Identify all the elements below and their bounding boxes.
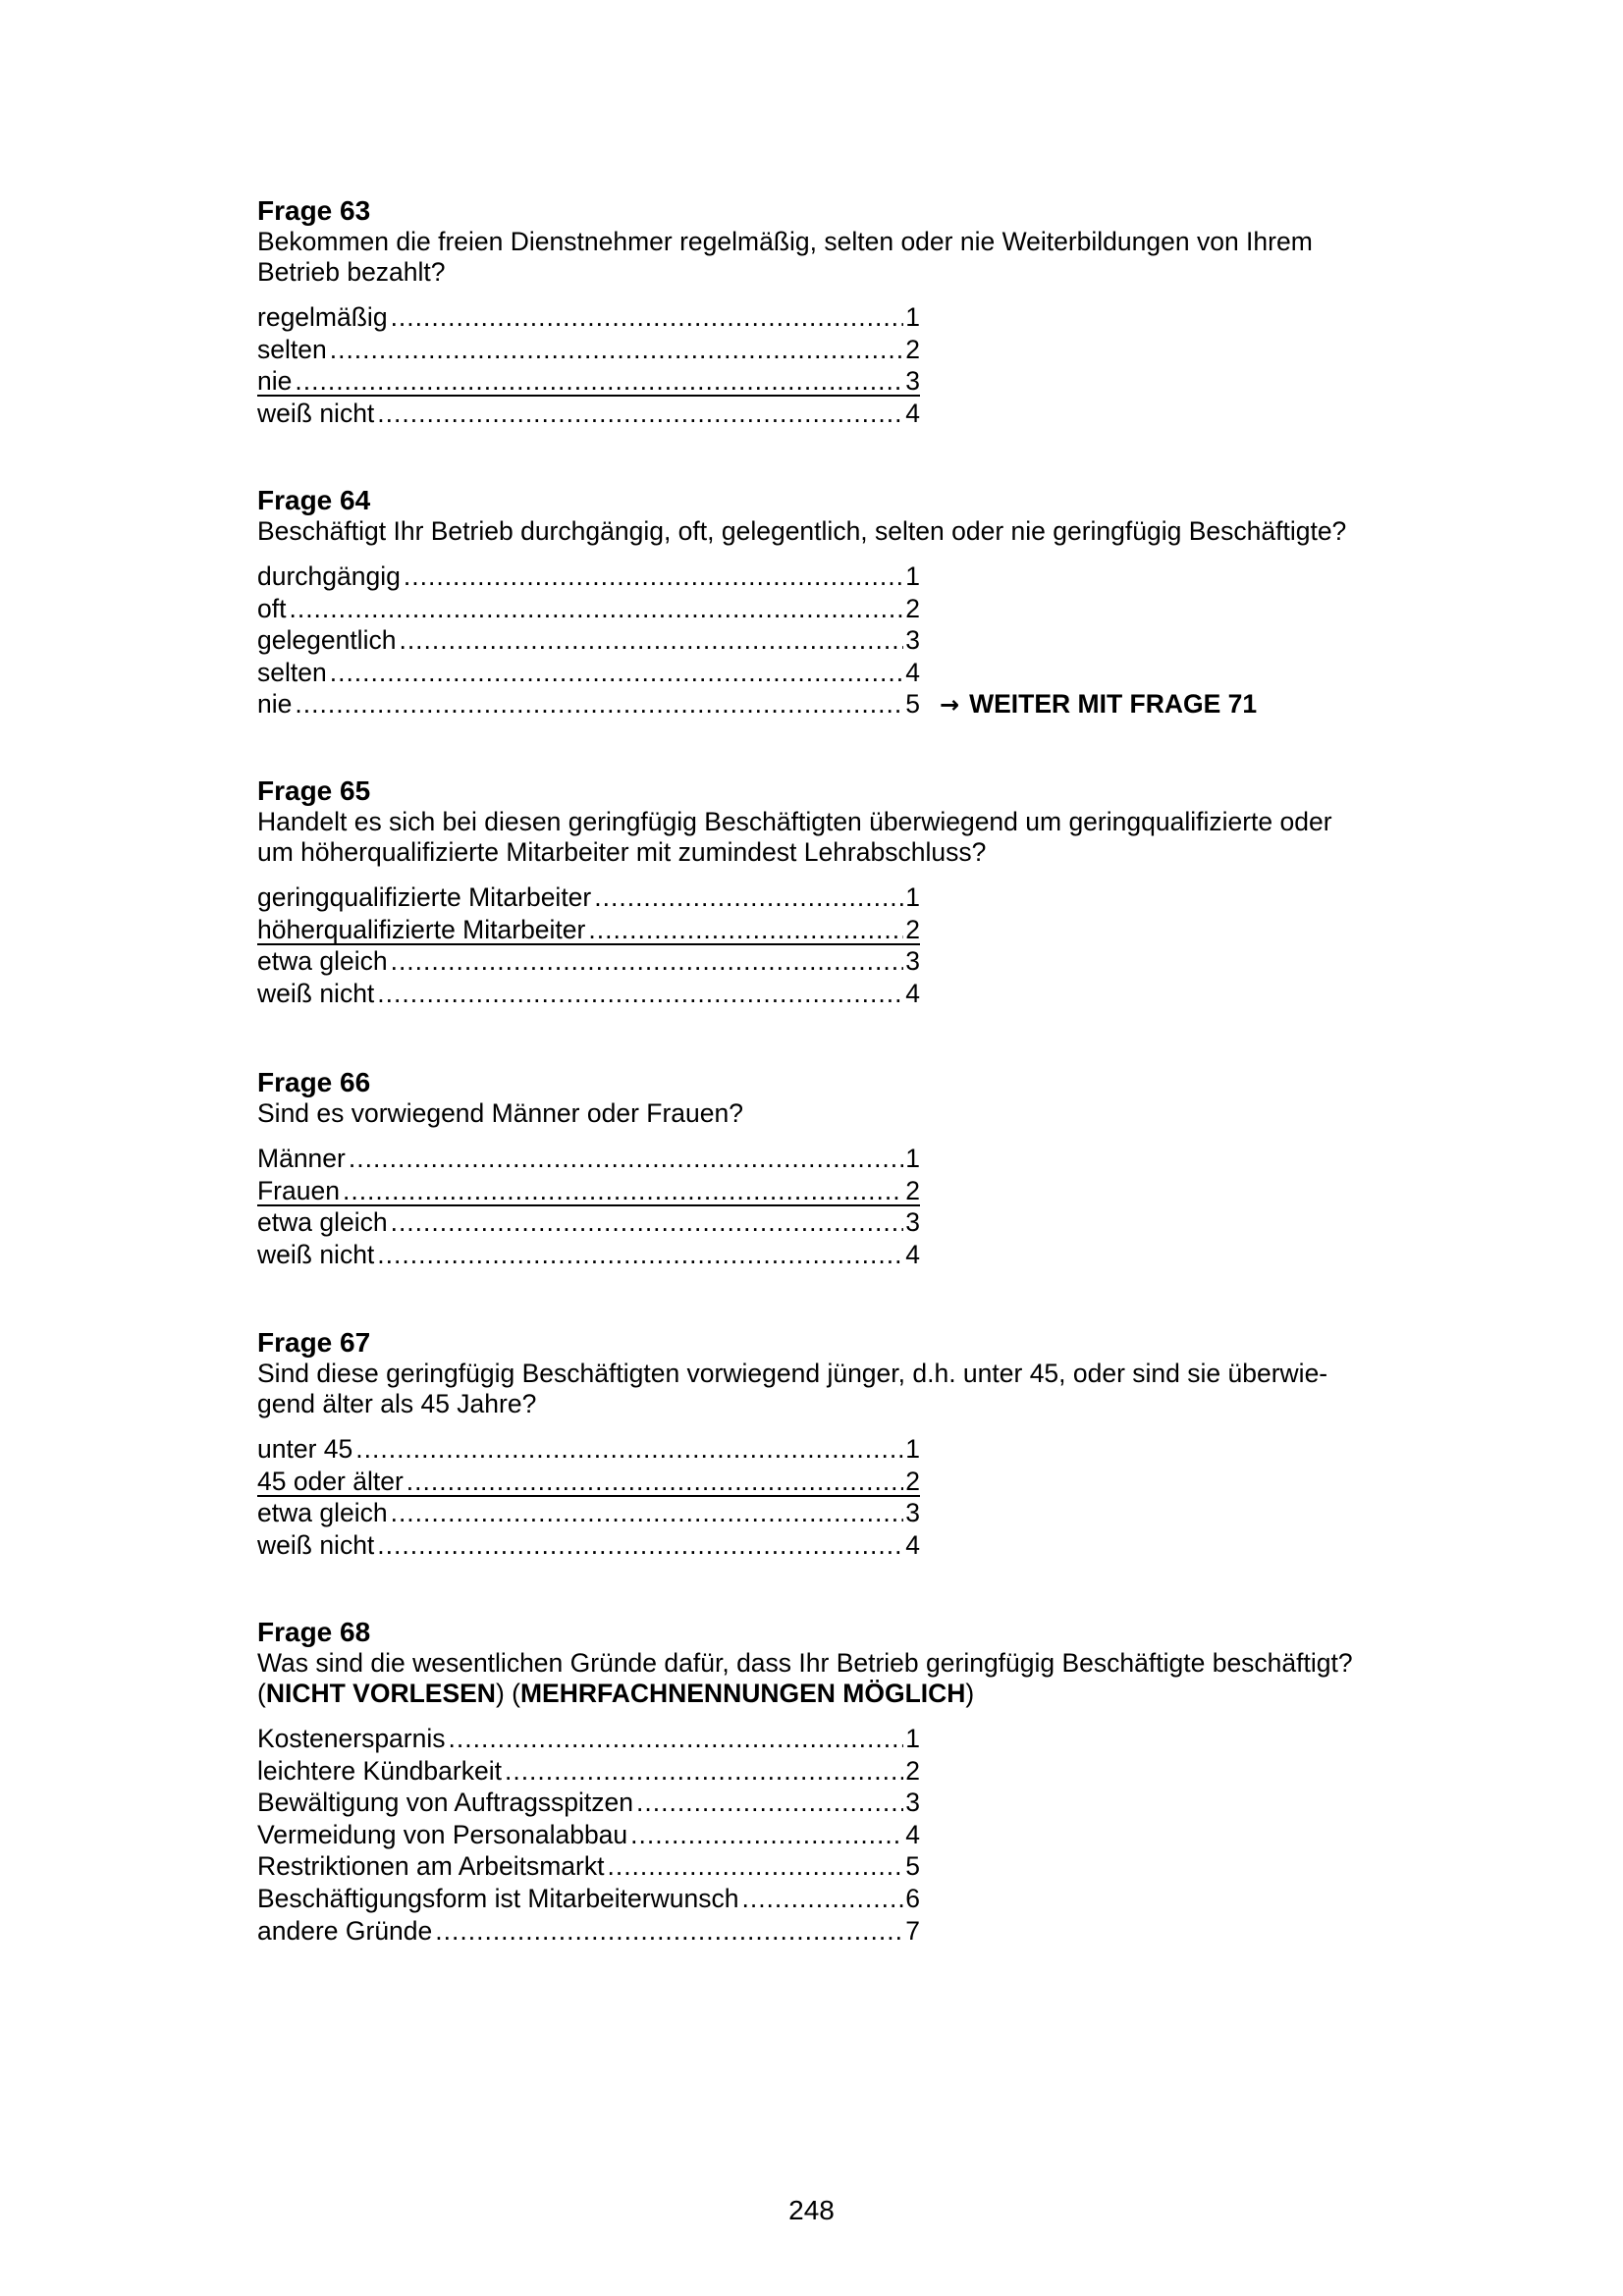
question-title: Frage 64 (257, 485, 371, 515)
option-label: selten (257, 334, 327, 364)
answer-option (257, 978, 920, 1010)
answer-option (257, 1529, 920, 1562)
answer-option (257, 1915, 920, 1948)
answer-option (257, 1497, 920, 1529)
option-code: 4 (905, 1239, 920, 1269)
option-code: 5 (905, 689, 920, 720)
option-label: Restriktionen am Arbeitsmarkt (257, 1851, 605, 1882)
option-code: 4 (905, 1819, 920, 1849)
option-label: durchgängig (257, 561, 401, 591)
instruction-not-read-aloud: NICHT VORLESEN (265, 1679, 496, 1708)
answer-option (257, 334, 920, 366)
answer-option (257, 1239, 920, 1271)
dot-leader (289, 593, 903, 625)
answer-option (257, 657, 920, 689)
option-code: 6 (905, 1883, 920, 1913)
question-text-line: um höherqualifizierte Mitarbeiter mit zumindest Lehrabschluss? (257, 837, 987, 867)
option-code: 4 (905, 978, 920, 1008)
option-label: Bewältigung von Auftragsspitzen (257, 1788, 634, 1818)
option-label: 45 oder älter (257, 1466, 404, 1496)
answer-option (257, 1433, 920, 1466)
dot-leader (391, 1497, 904, 1529)
option-code: 1 (905, 882, 920, 912)
option-label: etwa gleich (257, 946, 388, 977)
skip-instruction (940, 688, 1257, 721)
question-text-line: Sind diese geringfügig Beschäftigten vorwiegend jünger, d.h. unter 45, oder sind sie überwie- (257, 1359, 1328, 1388)
option-code: 2 (905, 1755, 920, 1786)
dot-leader (295, 688, 903, 721)
option-label: leichtere Kündbarkeit (257, 1755, 502, 1786)
question-title: Frage 67 (257, 1327, 371, 1358)
option-code: 1 (905, 302, 920, 332)
page-number: 248 (788, 2195, 835, 2225)
question-text-line: Sind es vorwiegend Männer oder Frauen? (257, 1098, 743, 1128)
dot-leader (330, 657, 904, 689)
question-text-line: gend älter als 45 Jahre? (257, 1389, 537, 1418)
option-code: 4 (905, 398, 920, 428)
option-code: 7 (905, 1915, 920, 1946)
dot-leader (607, 1850, 903, 1883)
option-code: 1 (905, 561, 920, 591)
dot-leader (391, 945, 904, 978)
question-63 (257, 195, 1435, 429)
question-text-line: Was sind die wesentlichen Gründe dafür, dass Ihr Betrieb geringfügig Beschäftigte beschäftigt? (257, 1648, 1353, 1678)
dot-leader (505, 1755, 903, 1788)
dot-leader (449, 1723, 904, 1755)
question-67 (257, 1327, 1435, 1561)
answer-options (257, 1723, 1435, 1947)
answer-option (257, 1466, 920, 1498)
dot-leader (377, 398, 903, 430)
dot-leader (435, 1915, 903, 1948)
option-label: unter 45 (257, 1434, 353, 1464)
option-code: 3 (905, 946, 920, 977)
question-65 (257, 775, 1435, 1009)
dot-leader (295, 365, 903, 398)
option-label: nie (257, 366, 293, 397)
answer-option (257, 1206, 920, 1239)
dot-leader (355, 1433, 903, 1466)
question-66 (257, 1067, 1435, 1270)
answer-option (257, 688, 1258, 721)
dot-leader (391, 301, 904, 334)
option-code: 2 (905, 1466, 920, 1496)
dot-leader (741, 1883, 903, 1915)
dot-leader (404, 561, 903, 593)
option-label: Frauen (257, 1175, 340, 1205)
option-code: 1 (905, 1144, 920, 1173)
dot-leader (636, 1787, 903, 1819)
answer-option (257, 1175, 920, 1207)
option-label: Kostenersparnis (257, 1724, 446, 1753)
skip-instruction-text: WEITER MIT FRAGE 71 (969, 689, 1258, 720)
question-text-line: Handelt es sich bei diesen geringfügig Beschäftigten überwiegend um geringqualifizierte oder (257, 807, 1332, 836)
option-label: geringqualifizierte Mitarbeiter (257, 882, 592, 912)
option-code: 5 (905, 1851, 920, 1882)
answer-option (257, 914, 920, 946)
interviewer-instructions: (NICHT VORLESEN) (MEHRFACHNENNUNGEN MÖGLICH) (257, 1679, 975, 1708)
option-label: etwa gleich (257, 1498, 388, 1528)
option-label: andere Gründe (257, 1915, 433, 1946)
option-label: weiß nicht (257, 1239, 375, 1269)
option-code: 2 (905, 1175, 920, 1205)
answer-option (257, 1143, 920, 1175)
question-text-line: Bekommen die freien Dienstnehmer regelmäßig, selten oder nie Weiterbildungen von Ihrem (257, 227, 1313, 256)
option-code: 3 (905, 366, 920, 397)
answer-option (257, 1755, 920, 1788)
answer-option (257, 1883, 920, 1915)
answer-option (257, 365, 920, 398)
option-code: 3 (905, 1788, 920, 1818)
option-code: 1 (905, 1434, 920, 1464)
answer-option (257, 1850, 920, 1883)
option-label: nie (257, 689, 293, 720)
answer-options (257, 301, 1435, 429)
dot-leader (594, 881, 903, 914)
answer-options (257, 1143, 1435, 1270)
question-title: Frage 66 (257, 1067, 371, 1097)
option-code: 2 (905, 914, 920, 944)
answer-option (257, 593, 920, 625)
question-68 (257, 1617, 1435, 1947)
answer-options (257, 561, 1435, 721)
arrow-right-icon: → (940, 691, 960, 720)
dot-leader (399, 624, 903, 657)
option-label: regelmäßig (257, 302, 388, 332)
answer-option (257, 301, 920, 334)
option-label: höherqualifizierte Mitarbeiter (257, 914, 586, 944)
answer-options (257, 1433, 1435, 1561)
question-title: Frage 63 (257, 195, 371, 226)
answer-option (257, 1787, 920, 1819)
dot-leader (377, 1529, 903, 1562)
answer-options (257, 881, 1435, 1009)
dot-leader (377, 978, 903, 1010)
option-code: 4 (905, 657, 920, 687)
option-code: 2 (905, 334, 920, 364)
answer-option (257, 561, 920, 593)
option-label: oft (257, 593, 287, 623)
option-label: weiß nicht (257, 1529, 375, 1560)
answer-option (257, 1723, 920, 1755)
option-label: weiß nicht (257, 398, 375, 428)
option-code: 1 (905, 1724, 920, 1753)
option-label: Männer (257, 1144, 346, 1173)
option-label: Vermeidung von Personalabbau (257, 1819, 628, 1849)
answer-option (257, 624, 920, 657)
option-code: 4 (905, 1529, 920, 1560)
dot-leader (343, 1175, 903, 1207)
question-text-line: Beschäftigt Ihr Betrieb durchgängig, oft, gelegentlich, selten oder nie geringfügig Beschäftigte? (257, 516, 1347, 546)
option-label: Beschäftigungsform ist Mitarbeiterwunsch (257, 1883, 739, 1913)
option-label: etwa gleich (257, 1207, 388, 1238)
dot-leader (588, 914, 903, 946)
question-title: Frage 68 (257, 1617, 371, 1647)
dot-leader (406, 1466, 903, 1498)
dot-leader (377, 1239, 903, 1271)
answer-option (257, 1819, 920, 1851)
dot-leader (330, 334, 904, 366)
answer-option (257, 881, 920, 914)
option-code: 3 (905, 1207, 920, 1238)
answer-option (257, 398, 920, 430)
option-label: weiß nicht (257, 978, 375, 1008)
question-text-line: Betrieb bezahlt? (257, 257, 446, 287)
question-title: Frage 65 (257, 775, 371, 806)
dot-leader (630, 1819, 903, 1851)
option-label: selten (257, 657, 327, 687)
option-code: 3 (905, 1498, 920, 1528)
option-code: 3 (905, 625, 920, 656)
answer-option (257, 945, 920, 978)
option-label: gelegentlich (257, 625, 397, 656)
question-64 (257, 485, 1435, 721)
dot-leader (349, 1143, 903, 1175)
option-code: 2 (905, 593, 920, 623)
dot-leader (391, 1206, 904, 1239)
instruction-multiple-answers: MEHRFACHNENNUNGEN MÖGLICH (519, 1679, 966, 1708)
